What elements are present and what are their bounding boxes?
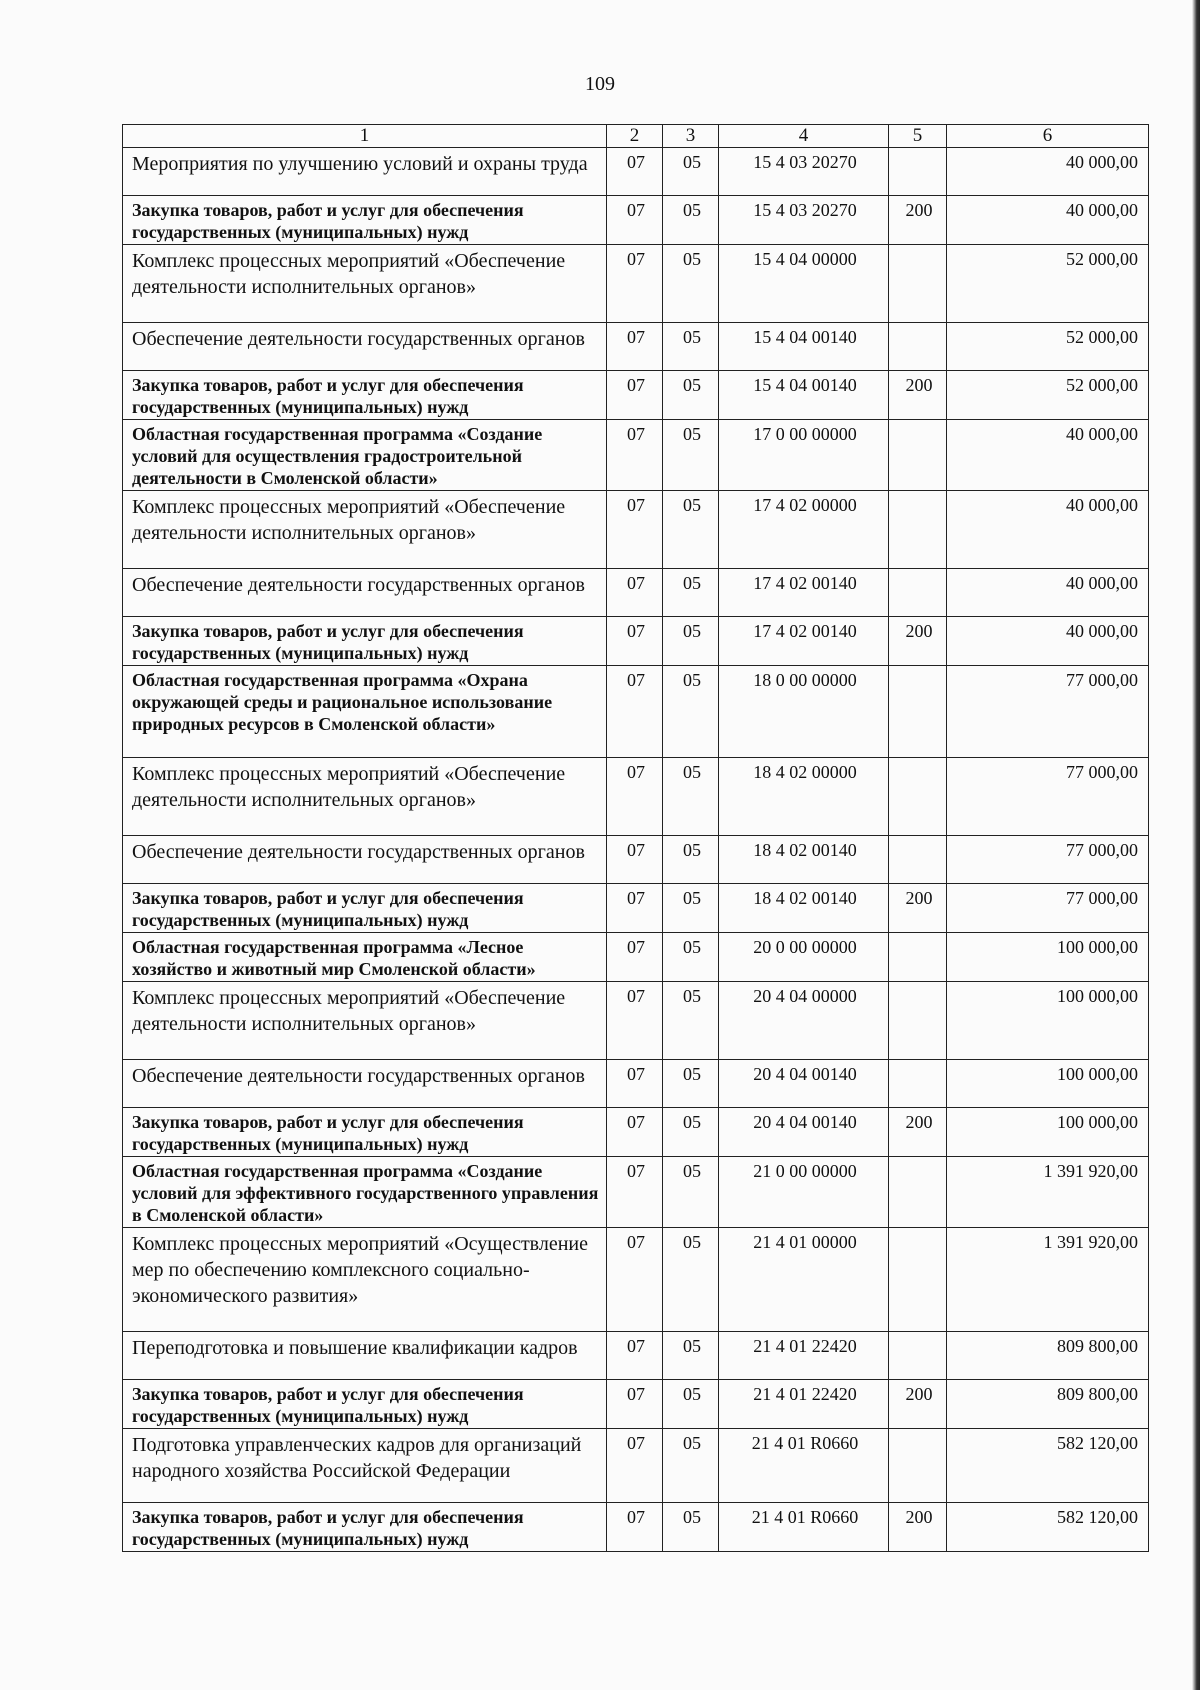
row-name: Областная государственная программа «Создание условий для эффективного государственного управления в Смоленской области» <box>123 1157 607 1228</box>
table-row <box>123 982 1149 1060</box>
row-amount: 100 000,00 <box>947 1108 1149 1157</box>
row-amount: 100 000,00 <box>947 982 1149 1060</box>
row-amount: 40 000,00 <box>947 617 1149 666</box>
row-expense-type <box>889 1429 947 1503</box>
row-expense-type <box>889 1157 947 1228</box>
row-name: Обеспечение деятельности государственных органов <box>123 323 607 371</box>
row-section: 07 <box>607 1157 663 1228</box>
row-amount: 100 000,00 <box>947 933 1149 982</box>
row-subsection: 05 <box>663 371 719 420</box>
row-name: Комплекс процессных мероприятий «Обеспечение деятельности исполнительных органов» <box>123 982 607 1060</box>
row-section: 07 <box>607 1503 663 1552</box>
table-row <box>123 420 1149 491</box>
row-subsection: 05 <box>663 1108 719 1157</box>
table-row <box>123 884 1149 933</box>
table-row <box>123 758 1149 836</box>
table-row <box>123 1108 1149 1157</box>
row-subsection: 05 <box>663 933 719 982</box>
row-amount: 582 120,00 <box>947 1503 1149 1552</box>
row-subsection: 05 <box>663 1157 719 1228</box>
row-name: Закупка товаров, работ и услуг для обеспечения государственных (муниципальных) нужд <box>123 1108 607 1157</box>
row-target-code: 15 4 03 20270 <box>719 148 889 196</box>
row-amount: 809 800,00 <box>947 1380 1149 1429</box>
row-target-code: 18 4 02 00140 <box>719 884 889 933</box>
table-body <box>123 125 1149 1552</box>
row-expense-type <box>889 323 947 371</box>
row-name: Обеспечение деятельности государственных органов <box>123 569 607 617</box>
row-section: 07 <box>607 1228 663 1332</box>
row-name: Обеспечение деятельности государственных органов <box>123 1060 607 1108</box>
row-target-code: 21 0 00 00000 <box>719 1157 889 1228</box>
row-subsection: 05 <box>663 1332 719 1380</box>
row-section: 07 <box>607 148 663 196</box>
row-section: 07 <box>607 245 663 323</box>
row-name: Закупка товаров, работ и услуг для обеспечения государственных (муниципальных) нужд <box>123 1380 607 1429</box>
table-row <box>123 323 1149 371</box>
row-name: Областная государственная программа «Лесное хозяйство и животный мир Смоленской области» <box>123 933 607 982</box>
row-section: 07 <box>607 569 663 617</box>
row-expense-type <box>889 1228 947 1332</box>
row-amount: 1 391 920,00 <box>947 1228 1149 1332</box>
row-amount: 52 000,00 <box>947 371 1149 420</box>
row-subsection: 05 <box>663 148 719 196</box>
row-name: Областная государственная программа «Создание условий для осуществления градостроительной деятельности в Смоленской области» <box>123 420 607 491</box>
row-target-code: 21 4 01 R0660 <box>719 1503 889 1552</box>
row-section: 07 <box>607 617 663 666</box>
column-header-3: 3 <box>663 125 719 148</box>
row-target-code: 20 0 00 00000 <box>719 933 889 982</box>
row-name: Комплекс процессных мероприятий «Обеспечение деятельности исполнительных органов» <box>123 758 607 836</box>
row-section: 07 <box>607 491 663 569</box>
row-target-code: 15 4 04 00140 <box>719 323 889 371</box>
row-target-code: 20 4 04 00140 <box>719 1108 889 1157</box>
row-section: 07 <box>607 1108 663 1157</box>
row-amount: 77 000,00 <box>947 758 1149 836</box>
row-expense-type <box>889 420 947 491</box>
row-section: 07 <box>607 323 663 371</box>
row-target-code: 21 4 01 22420 <box>719 1380 889 1429</box>
table-row <box>123 245 1149 323</box>
row-target-code: 18 0 00 00000 <box>719 666 889 758</box>
row-amount: 100 000,00 <box>947 1060 1149 1108</box>
row-section: 07 <box>607 982 663 1060</box>
row-section: 07 <box>607 1429 663 1503</box>
row-name: Областная государственная программа «Охрана окружающей среды и рациональное использование природных ресурсов в Смоленской области» <box>123 666 607 758</box>
row-amount: 77 000,00 <box>947 884 1149 933</box>
row-section: 07 <box>607 371 663 420</box>
table-row <box>123 1503 1149 1552</box>
row-section: 07 <box>607 933 663 982</box>
table-header-row <box>123 125 1149 148</box>
row-expense-type: 200 <box>889 1108 947 1157</box>
table-row <box>123 148 1149 196</box>
row-subsection: 05 <box>663 569 719 617</box>
column-header-4: 4 <box>719 125 889 148</box>
table-row <box>123 836 1149 884</box>
row-subsection: 05 <box>663 884 719 933</box>
row-subsection: 05 <box>663 666 719 758</box>
row-name: Закупка товаров, работ и услуг для обеспечения государственных (муниципальных) нужд <box>123 884 607 933</box>
row-target-code: 17 4 02 00000 <box>719 491 889 569</box>
row-subsection: 05 <box>663 245 719 323</box>
row-expense-type <box>889 245 947 323</box>
row-target-code: 17 4 02 00140 <box>719 569 889 617</box>
row-section: 07 <box>607 836 663 884</box>
row-section: 07 <box>607 666 663 758</box>
row-amount: 809 800,00 <box>947 1332 1149 1380</box>
row-name: Закупка товаров, работ и услуг для обеспечения государственных (муниципальных) нужд <box>123 371 607 420</box>
row-name: Мероприятия по улучшению условий и охраны труда <box>123 148 607 196</box>
row-name: Закупка товаров, работ и услуг для обеспечения государственных (муниципальных) нужд <box>123 617 607 666</box>
row-target-code: 15 4 04 00140 <box>719 371 889 420</box>
row-section: 07 <box>607 884 663 933</box>
row-expense-type <box>889 836 947 884</box>
row-expense-type: 200 <box>889 617 947 666</box>
row-expense-type: 200 <box>889 1380 947 1429</box>
row-section: 07 <box>607 758 663 836</box>
row-expense-type: 200 <box>889 371 947 420</box>
table-row <box>123 196 1149 245</box>
row-amount: 40 000,00 <box>947 148 1149 196</box>
row-target-code: 20 4 04 00140 <box>719 1060 889 1108</box>
row-subsection: 05 <box>663 196 719 245</box>
table-row <box>123 1332 1149 1380</box>
row-amount: 40 000,00 <box>947 569 1149 617</box>
row-amount: 40 000,00 <box>947 491 1149 569</box>
table-row <box>123 933 1149 982</box>
row-target-code: 20 4 04 00000 <box>719 982 889 1060</box>
table-row <box>123 569 1149 617</box>
row-subsection: 05 <box>663 1228 719 1332</box>
table-row <box>123 1157 1149 1228</box>
table-row <box>123 617 1149 666</box>
table-row <box>123 1380 1149 1429</box>
row-expense-type <box>889 666 947 758</box>
row-expense-type <box>889 982 947 1060</box>
row-section: 07 <box>607 1060 663 1108</box>
row-subsection: 05 <box>663 1503 719 1552</box>
row-name: Переподготовка и повышение квалификации кадров <box>123 1332 607 1380</box>
column-header-1: 1 <box>123 125 607 148</box>
budget-table <box>122 124 1149 1552</box>
row-expense-type <box>889 569 947 617</box>
column-header-2: 2 <box>607 125 663 148</box>
row-amount: 582 120,00 <box>947 1429 1149 1503</box>
page-number: 109 <box>585 73 615 95</box>
row-expense-type <box>889 758 947 836</box>
row-expense-type: 200 <box>889 1503 947 1552</box>
row-amount: 40 000,00 <box>947 420 1149 491</box>
row-expense-type <box>889 491 947 569</box>
row-target-code: 17 4 02 00140 <box>719 617 889 666</box>
row-amount: 77 000,00 <box>947 836 1149 884</box>
row-section: 07 <box>607 420 663 491</box>
row-target-code: 18 4 02 00140 <box>719 836 889 884</box>
table-row <box>123 1228 1149 1332</box>
row-amount: 77 000,00 <box>947 666 1149 758</box>
row-expense-type <box>889 933 947 982</box>
row-subsection: 05 <box>663 491 719 569</box>
row-subsection: 05 <box>663 420 719 491</box>
row-subsection: 05 <box>663 1060 719 1108</box>
row-name: Комплекс процессных мероприятий «Осуществление мер по обеспечению комплексного социально-экономического развития» <box>123 1228 607 1332</box>
row-name: Комплекс процессных мероприятий «Обеспечение деятельности исполнительных органов» <box>123 245 607 323</box>
table-row <box>123 491 1149 569</box>
row-section: 07 <box>607 196 663 245</box>
table-row <box>123 371 1149 420</box>
row-amount: 52 000,00 <box>947 323 1149 371</box>
row-expense-type <box>889 1060 947 1108</box>
row-subsection: 05 <box>663 836 719 884</box>
row-amount: 1 391 920,00 <box>947 1157 1149 1228</box>
column-header-5: 5 <box>889 125 947 148</box>
row-amount: 40 000,00 <box>947 196 1149 245</box>
table-row <box>123 1429 1149 1503</box>
row-subsection: 05 <box>663 323 719 371</box>
row-subsection: 05 <box>663 617 719 666</box>
row-expense-type <box>889 1332 947 1380</box>
table-row <box>123 1060 1149 1108</box>
row-name: Закупка товаров, работ и услуг для обеспечения государственных (муниципальных) нужд <box>123 196 607 245</box>
row-expense-type: 200 <box>889 884 947 933</box>
table-row <box>123 666 1149 758</box>
row-target-code: 17 0 00 00000 <box>719 420 889 491</box>
row-expense-type <box>889 148 947 196</box>
row-amount: 52 000,00 <box>947 245 1149 323</box>
row-subsection: 05 <box>663 982 719 1060</box>
row-subsection: 05 <box>663 1429 719 1503</box>
row-name: Закупка товаров, работ и услуг для обеспечения государственных (муниципальных) нужд <box>123 1503 607 1552</box>
row-name: Подготовка управленческих кадров для организаций народного хозяйства Российской Федерации <box>123 1429 607 1503</box>
column-header-6: 6 <box>947 125 1149 148</box>
row-section: 07 <box>607 1380 663 1429</box>
row-expense-type: 200 <box>889 196 947 245</box>
row-target-code: 15 4 04 00000 <box>719 245 889 323</box>
row-subsection: 05 <box>663 1380 719 1429</box>
scan-edge <box>1192 0 1200 1690</box>
row-target-code: 15 4 03 20270 <box>719 196 889 245</box>
row-target-code: 21 4 01 00000 <box>719 1228 889 1332</box>
row-section: 07 <box>607 1332 663 1380</box>
row-target-code: 18 4 02 00000 <box>719 758 889 836</box>
row-subsection: 05 <box>663 758 719 836</box>
row-name: Комплекс процессных мероприятий «Обеспечение деятельности исполнительных органов» <box>123 491 607 569</box>
row-name: Обеспечение деятельности государственных органов <box>123 836 607 884</box>
row-target-code: 21 4 01 22420 <box>719 1332 889 1380</box>
row-target-code: 21 4 01 R0660 <box>719 1429 889 1503</box>
